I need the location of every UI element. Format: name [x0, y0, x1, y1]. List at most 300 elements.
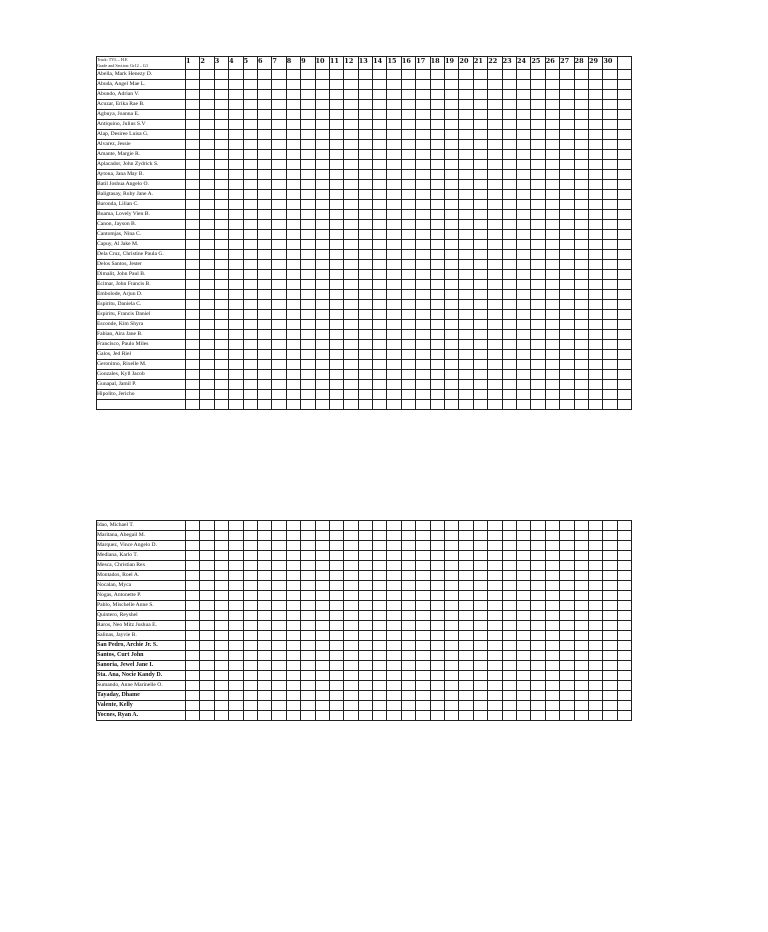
- attendance-cell[interactable]: [560, 571, 574, 581]
- attendance-cell[interactable]: [186, 711, 200, 721]
- attendance-cell[interactable]: [301, 240, 315, 250]
- attendance-cell[interactable]: [603, 651, 617, 661]
- attendance-cell[interactable]: [516, 631, 530, 641]
- attendance-cell[interactable]: [200, 611, 214, 621]
- attendance-cell[interactable]: [257, 290, 271, 300]
- attendance-cell[interactable]: [502, 551, 516, 561]
- attendance-cell[interactable]: [574, 150, 588, 160]
- attendance-cell[interactable]: [531, 90, 545, 100]
- attendance-cell[interactable]: [445, 601, 459, 611]
- attendance-cell[interactable]: [186, 561, 200, 571]
- attendance-cell[interactable]: [329, 561, 343, 571]
- attendance-cell[interactable]: [387, 120, 401, 130]
- attendance-cell[interactable]: [373, 320, 387, 330]
- attendance-cell[interactable]: [545, 270, 559, 280]
- attendance-cell[interactable]: [473, 631, 487, 641]
- attendance-cell[interactable]: [603, 70, 617, 80]
- attendance-cell[interactable]: [373, 280, 387, 290]
- attendance-cell[interactable]: [358, 651, 372, 661]
- attendance-cell[interactable]: [344, 90, 358, 100]
- attendance-cell[interactable]: [416, 130, 430, 140]
- attendance-cell[interactable]: [516, 711, 530, 721]
- attendance-cell[interactable]: [430, 260, 444, 270]
- attendance-cell[interactable]: [257, 170, 271, 180]
- attendance-cell[interactable]: [588, 180, 602, 190]
- attendance-cell[interactable]: [531, 350, 545, 360]
- attendance-cell[interactable]: [588, 400, 602, 410]
- attendance-cell[interactable]: [416, 260, 430, 270]
- attendance-cell[interactable]: [560, 250, 574, 260]
- attendance-cell[interactable]: [286, 260, 300, 270]
- attendance-cell[interactable]: [488, 200, 502, 210]
- attendance-cell[interactable]: [545, 380, 559, 390]
- attendance-cell[interactable]: [387, 200, 401, 210]
- attendance-cell[interactable]: [459, 340, 473, 350]
- attendance-cell[interactable]: [272, 621, 286, 631]
- attendance-cell[interactable]: [329, 581, 343, 591]
- attendance-cell[interactable]: [387, 390, 401, 400]
- attendance-cell[interactable]: [200, 260, 214, 270]
- attendance-cell[interactable]: [329, 380, 343, 390]
- attendance-cell[interactable]: [531, 541, 545, 551]
- attendance-cell[interactable]: [286, 310, 300, 320]
- attendance-cell[interactable]: [588, 531, 602, 541]
- attendance-cell[interactable]: [229, 90, 243, 100]
- attendance-cell[interactable]: [387, 400, 401, 410]
- attendance-cell[interactable]: [243, 260, 257, 270]
- attendance-cell[interactable]: [358, 601, 372, 611]
- attendance-cell[interactable]: [243, 250, 257, 260]
- attendance-cell[interactable]: [488, 390, 502, 400]
- attendance-cell[interactable]: [560, 671, 574, 681]
- attendance-cell[interactable]: [560, 701, 574, 711]
- attendance-cell[interactable]: [588, 571, 602, 581]
- attendance-cell[interactable]: [200, 400, 214, 410]
- attendance-cell[interactable]: [617, 70, 631, 80]
- attendance-cell[interactable]: [588, 360, 602, 370]
- attendance-cell[interactable]: [574, 591, 588, 601]
- attendance-cell[interactable]: [531, 160, 545, 170]
- attendance-cell[interactable]: [560, 200, 574, 210]
- attendance-cell[interactable]: [329, 200, 343, 210]
- attendance-cell[interactable]: [574, 611, 588, 621]
- attendance-cell[interactable]: [430, 300, 444, 310]
- attendance-cell[interactable]: [344, 230, 358, 240]
- attendance-cell[interactable]: [488, 280, 502, 290]
- attendance-cell[interactable]: [186, 390, 200, 400]
- attendance-cell[interactable]: [617, 601, 631, 611]
- attendance-cell[interactable]: [473, 601, 487, 611]
- attendance-cell[interactable]: [430, 170, 444, 180]
- attendance-cell[interactable]: [459, 681, 473, 691]
- attendance-cell[interactable]: [229, 250, 243, 260]
- attendance-cell[interactable]: [186, 681, 200, 691]
- attendance-cell[interactable]: [200, 110, 214, 120]
- attendance-cell[interactable]: [257, 621, 271, 631]
- attendance-cell[interactable]: [545, 90, 559, 100]
- attendance-cell[interactable]: [243, 621, 257, 631]
- attendance-cell[interactable]: [373, 190, 387, 200]
- attendance-cell[interactable]: [257, 310, 271, 320]
- attendance-cell[interactable]: [488, 270, 502, 280]
- attendance-cell[interactable]: [545, 621, 559, 631]
- attendance-cell[interactable]: [344, 80, 358, 90]
- attendance-cell[interactable]: [387, 681, 401, 691]
- attendance-cell[interactable]: [473, 651, 487, 661]
- attendance-cell[interactable]: [387, 190, 401, 200]
- attendance-cell[interactable]: [416, 681, 430, 691]
- attendance-cell[interactable]: [200, 591, 214, 601]
- attendance-cell[interactable]: [387, 250, 401, 260]
- attendance-cell[interactable]: [358, 210, 372, 220]
- attendance-cell[interactable]: [229, 631, 243, 641]
- attendance-cell[interactable]: [588, 280, 602, 290]
- attendance-cell[interactable]: [315, 190, 329, 200]
- attendance-cell[interactable]: [229, 390, 243, 400]
- attendance-cell[interactable]: [445, 671, 459, 681]
- attendance-cell[interactable]: [329, 621, 343, 631]
- attendance-cell[interactable]: [459, 651, 473, 661]
- attendance-cell[interactable]: [329, 140, 343, 150]
- attendance-cell[interactable]: [257, 611, 271, 621]
- attendance-cell[interactable]: [373, 140, 387, 150]
- attendance-cell[interactable]: [214, 320, 228, 330]
- attendance-cell[interactable]: [200, 551, 214, 561]
- attendance-cell[interactable]: [315, 641, 329, 651]
- attendance-cell[interactable]: [516, 621, 530, 631]
- attendance-cell[interactable]: [315, 400, 329, 410]
- attendance-cell[interactable]: [329, 350, 343, 360]
- attendance-cell[interactable]: [588, 380, 602, 390]
- attendance-cell[interactable]: [286, 621, 300, 631]
- attendance-cell[interactable]: [545, 260, 559, 270]
- attendance-cell[interactable]: [243, 591, 257, 601]
- attendance-cell[interactable]: [315, 330, 329, 340]
- attendance-cell[interactable]: [329, 100, 343, 110]
- attendance-cell[interactable]: [358, 180, 372, 190]
- attendance-cell[interactable]: [560, 300, 574, 310]
- attendance-cell[interactable]: [603, 320, 617, 330]
- attendance-cell[interactable]: [358, 240, 372, 250]
- attendance-cell[interactable]: [243, 270, 257, 280]
- attendance-cell[interactable]: [387, 230, 401, 240]
- attendance-cell[interactable]: [488, 561, 502, 571]
- attendance-cell[interactable]: [445, 100, 459, 110]
- attendance-cell[interactable]: [373, 631, 387, 641]
- attendance-cell[interactable]: [243, 160, 257, 170]
- attendance-cell[interactable]: [301, 190, 315, 200]
- attendance-cell[interactable]: [488, 691, 502, 701]
- attendance-cell[interactable]: [588, 711, 602, 721]
- attendance-cell[interactable]: [186, 591, 200, 601]
- attendance-cell[interactable]: [315, 120, 329, 130]
- attendance-cell[interactable]: [416, 541, 430, 551]
- attendance-cell[interactable]: [617, 170, 631, 180]
- attendance-cell[interactable]: [560, 641, 574, 651]
- attendance-cell[interactable]: [502, 711, 516, 721]
- attendance-cell[interactable]: [229, 310, 243, 320]
- attendance-cell[interactable]: [229, 210, 243, 220]
- attendance-cell[interactable]: [272, 270, 286, 280]
- attendance-cell[interactable]: [516, 190, 530, 200]
- attendance-cell[interactable]: [430, 220, 444, 230]
- attendance-cell[interactable]: [531, 651, 545, 661]
- attendance-cell[interactable]: [445, 180, 459, 190]
- attendance-cell[interactable]: [373, 80, 387, 90]
- attendance-cell[interactable]: [516, 370, 530, 380]
- attendance-cell[interactable]: [531, 330, 545, 340]
- attendance-cell[interactable]: [560, 561, 574, 571]
- attendance-cell[interactable]: [473, 521, 487, 531]
- attendance-cell[interactable]: [516, 571, 530, 581]
- attendance-cell[interactable]: [545, 200, 559, 210]
- attendance-cell[interactable]: [373, 310, 387, 320]
- attendance-cell[interactable]: [329, 230, 343, 240]
- attendance-cell[interactable]: [387, 521, 401, 531]
- attendance-cell[interactable]: [516, 120, 530, 130]
- attendance-cell[interactable]: [459, 711, 473, 721]
- attendance-cell[interactable]: [488, 90, 502, 100]
- attendance-cell[interactable]: [186, 521, 200, 531]
- attendance-cell[interactable]: [430, 350, 444, 360]
- attendance-cell[interactable]: [257, 631, 271, 641]
- attendance-cell[interactable]: [502, 621, 516, 631]
- attendance-cell[interactable]: [401, 641, 415, 651]
- attendance-cell[interactable]: [186, 100, 200, 110]
- attendance-cell[interactable]: [301, 651, 315, 661]
- attendance-cell[interactable]: [416, 300, 430, 310]
- attendance-cell[interactable]: [502, 80, 516, 90]
- attendance-cell[interactable]: [257, 90, 271, 100]
- attendance-cell[interactable]: [387, 290, 401, 300]
- attendance-cell[interactable]: [401, 150, 415, 160]
- attendance-cell[interactable]: [229, 611, 243, 621]
- attendance-cell[interactable]: [430, 280, 444, 290]
- attendance-cell[interactable]: [243, 80, 257, 90]
- attendance-cell[interactable]: [200, 631, 214, 641]
- attendance-cell[interactable]: [301, 380, 315, 390]
- attendance-cell[interactable]: [545, 240, 559, 250]
- attendance-cell[interactable]: [516, 611, 530, 621]
- attendance-cell[interactable]: [200, 80, 214, 90]
- attendance-cell[interactable]: [488, 180, 502, 190]
- attendance-cell[interactable]: [257, 681, 271, 691]
- attendance-cell[interactable]: [272, 340, 286, 350]
- attendance-cell[interactable]: [545, 70, 559, 80]
- attendance-cell[interactable]: [502, 631, 516, 641]
- attendance-cell[interactable]: [473, 581, 487, 591]
- attendance-cell[interactable]: [301, 310, 315, 320]
- attendance-cell[interactable]: [545, 390, 559, 400]
- attendance-cell[interactable]: [502, 100, 516, 110]
- attendance-cell[interactable]: [301, 631, 315, 641]
- attendance-cell[interactable]: [574, 120, 588, 130]
- attendance-cell[interactable]: [286, 300, 300, 310]
- attendance-cell[interactable]: [459, 621, 473, 631]
- attendance-cell[interactable]: [430, 250, 444, 260]
- attendance-cell[interactable]: [257, 300, 271, 310]
- attendance-cell[interactable]: [516, 290, 530, 300]
- attendance-cell[interactable]: [373, 531, 387, 541]
- attendance-cell[interactable]: [373, 360, 387, 370]
- attendance-cell[interactable]: [502, 180, 516, 190]
- attendance-cell[interactable]: [286, 120, 300, 130]
- attendance-cell[interactable]: [301, 621, 315, 631]
- attendance-cell[interactable]: [617, 360, 631, 370]
- attendance-cell[interactable]: [445, 681, 459, 691]
- attendance-cell[interactable]: [516, 671, 530, 681]
- attendance-cell[interactable]: [588, 210, 602, 220]
- attendance-cell[interactable]: [373, 601, 387, 611]
- attendance-cell[interactable]: [387, 150, 401, 160]
- attendance-cell[interactable]: [416, 320, 430, 330]
- attendance-cell[interactable]: [588, 130, 602, 140]
- attendance-cell[interactable]: [473, 200, 487, 210]
- attendance-cell[interactable]: [344, 100, 358, 110]
- attendance-cell[interactable]: [603, 140, 617, 150]
- attendance-cell[interactable]: [272, 691, 286, 701]
- attendance-cell[interactable]: [358, 681, 372, 691]
- attendance-cell[interactable]: [545, 581, 559, 591]
- attendance-cell[interactable]: [473, 290, 487, 300]
- attendance-cell[interactable]: [473, 701, 487, 711]
- attendance-cell[interactable]: [588, 190, 602, 200]
- attendance-cell[interactable]: [358, 701, 372, 711]
- attendance-cell[interactable]: [545, 310, 559, 320]
- attendance-cell[interactable]: [588, 631, 602, 641]
- attendance-cell[interactable]: [445, 290, 459, 300]
- attendance-cell[interactable]: [445, 250, 459, 260]
- attendance-cell[interactable]: [560, 691, 574, 701]
- attendance-cell[interactable]: [301, 581, 315, 591]
- attendance-cell[interactable]: [200, 621, 214, 631]
- attendance-cell[interactable]: [229, 400, 243, 410]
- attendance-cell[interactable]: [200, 330, 214, 340]
- attendance-cell[interactable]: [401, 340, 415, 350]
- attendance-cell[interactable]: [560, 270, 574, 280]
- attendance-cell[interactable]: [516, 250, 530, 260]
- attendance-cell[interactable]: [560, 290, 574, 300]
- attendance-cell[interactable]: [401, 100, 415, 110]
- attendance-cell[interactable]: [603, 290, 617, 300]
- attendance-cell[interactable]: [286, 130, 300, 140]
- attendance-cell[interactable]: [574, 180, 588, 190]
- attendance-cell[interactable]: [560, 591, 574, 601]
- attendance-cell[interactable]: [329, 541, 343, 551]
- attendance-cell[interactable]: [243, 701, 257, 711]
- attendance-cell[interactable]: [315, 270, 329, 280]
- attendance-cell[interactable]: [473, 220, 487, 230]
- attendance-cell[interactable]: [603, 711, 617, 721]
- attendance-cell[interactable]: [488, 400, 502, 410]
- attendance-cell[interactable]: [430, 320, 444, 330]
- attendance-cell[interactable]: [272, 300, 286, 310]
- attendance-cell[interactable]: [257, 110, 271, 120]
- attendance-cell[interactable]: [229, 651, 243, 661]
- attendance-cell[interactable]: [387, 80, 401, 90]
- attendance-cell[interactable]: [531, 611, 545, 621]
- attendance-cell[interactable]: [502, 531, 516, 541]
- attendance-cell[interactable]: [214, 400, 228, 410]
- attendance-cell[interactable]: [272, 130, 286, 140]
- attendance-cell[interactable]: [229, 230, 243, 240]
- attendance-cell[interactable]: [214, 280, 228, 290]
- attendance-cell[interactable]: [574, 190, 588, 200]
- attendance-cell[interactable]: [272, 110, 286, 120]
- attendance-cell[interactable]: [286, 230, 300, 240]
- attendance-cell[interactable]: [445, 170, 459, 180]
- attendance-cell[interactable]: [301, 110, 315, 120]
- attendance-cell[interactable]: [445, 300, 459, 310]
- attendance-cell[interactable]: [617, 591, 631, 601]
- attendance-cell[interactable]: [373, 270, 387, 280]
- attendance-cell[interactable]: [257, 601, 271, 611]
- attendance-cell[interactable]: [545, 150, 559, 160]
- attendance-cell[interactable]: [186, 160, 200, 170]
- attendance-cell[interactable]: [373, 661, 387, 671]
- attendance-cell[interactable]: [574, 661, 588, 671]
- attendance-cell[interactable]: [416, 250, 430, 260]
- attendance-cell[interactable]: [560, 350, 574, 360]
- attendance-cell[interactable]: [329, 671, 343, 681]
- attendance-cell[interactable]: [257, 380, 271, 390]
- attendance-cell[interactable]: [516, 521, 530, 531]
- attendance-cell[interactable]: [617, 180, 631, 190]
- attendance-cell[interactable]: [588, 260, 602, 270]
- attendance-cell[interactable]: [344, 350, 358, 360]
- attendance-cell[interactable]: [186, 531, 200, 541]
- attendance-cell[interactable]: [358, 190, 372, 200]
- attendance-cell[interactable]: [329, 611, 343, 621]
- attendance-cell[interactable]: [588, 581, 602, 591]
- attendance-cell[interactable]: [617, 80, 631, 90]
- attendance-cell[interactable]: [200, 180, 214, 190]
- attendance-cell[interactable]: [401, 280, 415, 290]
- attendance-cell[interactable]: [588, 110, 602, 120]
- attendance-cell[interactable]: [272, 651, 286, 661]
- attendance-cell[interactable]: [588, 270, 602, 280]
- attendance-cell[interactable]: [272, 641, 286, 651]
- attendance-cell[interactable]: [200, 370, 214, 380]
- attendance-cell[interactable]: [286, 601, 300, 611]
- attendance-cell[interactable]: [445, 691, 459, 701]
- attendance-cell[interactable]: [603, 350, 617, 360]
- attendance-cell[interactable]: [373, 120, 387, 130]
- attendance-cell[interactable]: [617, 631, 631, 641]
- attendance-cell[interactable]: [488, 110, 502, 120]
- attendance-cell[interactable]: [617, 90, 631, 100]
- attendance-cell[interactable]: [574, 80, 588, 90]
- attendance-cell[interactable]: [416, 180, 430, 190]
- attendance-cell[interactable]: [358, 390, 372, 400]
- attendance-cell[interactable]: [243, 681, 257, 691]
- attendance-cell[interactable]: [473, 611, 487, 621]
- attendance-cell[interactable]: [243, 661, 257, 671]
- attendance-cell[interactable]: [617, 541, 631, 551]
- attendance-cell[interactable]: [488, 601, 502, 611]
- attendance-cell[interactable]: [344, 290, 358, 300]
- attendance-cell[interactable]: [387, 621, 401, 631]
- attendance-cell[interactable]: [401, 270, 415, 280]
- attendance-cell[interactable]: [617, 250, 631, 260]
- attendance-cell[interactable]: [214, 581, 228, 591]
- attendance-cell[interactable]: [459, 611, 473, 621]
- attendance-cell[interactable]: [617, 651, 631, 661]
- attendance-cell[interactable]: [286, 641, 300, 651]
- attendance-cell[interactable]: [560, 80, 574, 90]
- attendance-cell[interactable]: [560, 240, 574, 250]
- attendance-cell[interactable]: [430, 150, 444, 160]
